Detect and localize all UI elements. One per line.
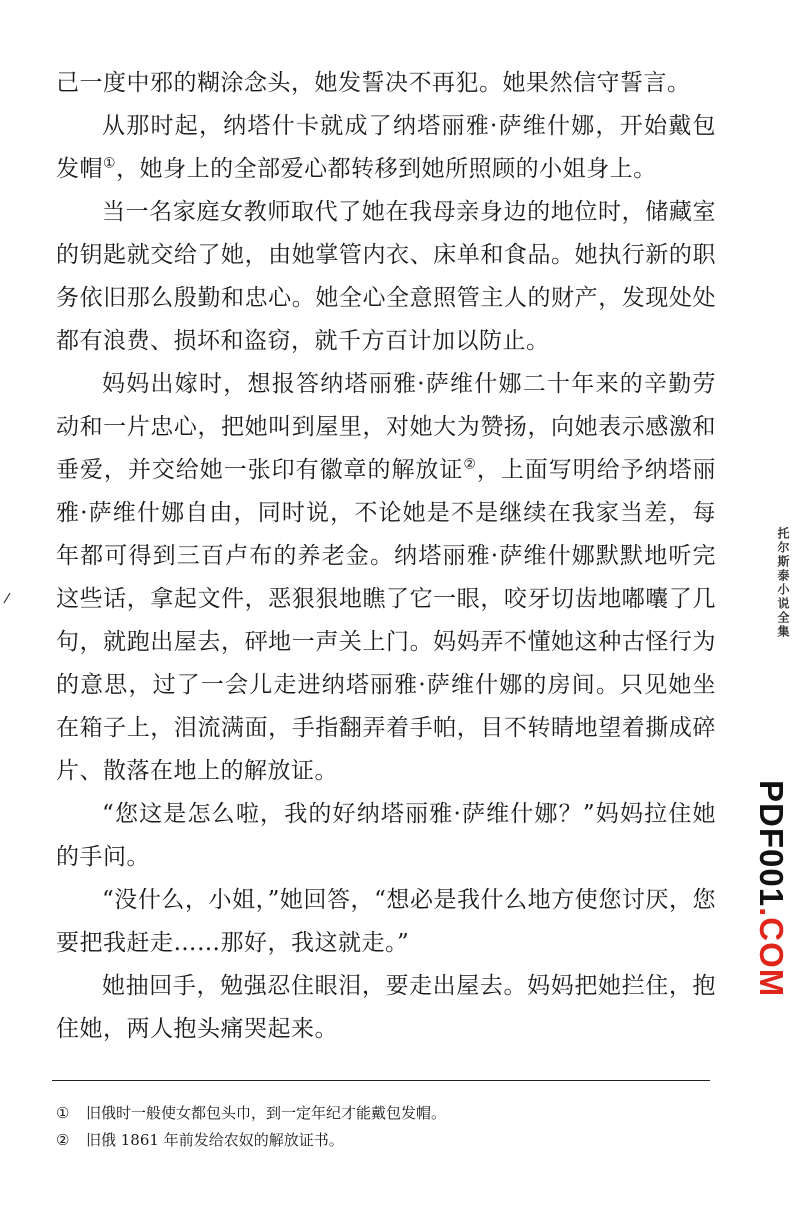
paragraph-7-text: 她抽回手，勉强忍住眼泪，要走出屋去。妈妈把她拦住，抱住她，两人抱头痛哭起来。	[56, 973, 716, 1042]
paragraph-2	[56, 105, 716, 191]
footnote-1-text: 旧俄时一般使女都包头巾，到一定年纪才能戴包发帽。	[86, 1104, 447, 1122]
paragraph-4	[56, 363, 716, 793]
paragraph-1-text: 己一度中邪的糊涂念头，她发誓决不再犯。她果然信守誓言。	[56, 70, 691, 96]
footnote-2-marker: ②	[56, 1131, 70, 1149]
footnote-divider	[52, 1080, 710, 1081]
paragraph-6	[56, 879, 716, 965]
paragraph-3-text: 当一名家庭女教师取代了她在我母亲身边的地位时，储藏室的钥匙就交给了她，由她掌管内衣、床单和食品。她执行新的职务依旧那么殷勤和忠心。她全心全意照管主人的财产，发现处处都有浪费、损坏和盗窃，就千方百计加以防止。	[56, 199, 716, 354]
watermark-part1: PDF001	[753, 780, 790, 908]
footnotes	[56, 1100, 716, 1154]
watermark	[752, 780, 790, 997]
paragraph-5-text: “您这是怎么啦，我的好纳塔丽雅·萨维什娜？”妈妈拉住她的手问。	[56, 801, 716, 870]
watermark-part2: .COM	[753, 907, 790, 998]
paragraph-2-text-before: 从那时起，纳塔什卡就成了纳塔丽雅·萨维什娜，开始戴包发帽	[56, 113, 716, 182]
paragraph-3	[56, 191, 716, 363]
paragraph-7	[56, 965, 716, 1051]
footnote-2-text: 旧俄 1861 年前发给农奴的解放证书。	[86, 1131, 344, 1149]
footnote-2	[56, 1127, 716, 1154]
paragraph-2-text-after: ，她身上的全部爱心都转移到她所照顾的小姐身上。	[116, 156, 657, 182]
series-title-vertical: 托尔斯泰小说全集	[776, 527, 790, 639]
scan-edge-mark	[2, 592, 12, 604]
paragraph-4-text-after: ，上面写明给予纳塔丽雅·萨维什娜自由，同时说，不论她是不是继续在我家当差，每年都可得到三百卢布的养老金。纳塔丽雅·萨维什娜默默地听完这些话，拿起文件，恶狠狠地瞧了它一眼，咬牙切齿地嘟囔了几句，就跑出屋去，砰地一声关上门。妈妈弄不懂她这种古怪行为的意思，过了一会儿走进纳塔丽雅·萨维什娜的房间。只见她坐在箱子上，泪流满面，手指翻弄着手帕，目不转睛地望着撕成碎片、散落在地上的解放证。	[56, 457, 717, 784]
footnote-1	[56, 1100, 716, 1127]
paragraph-6-text: “没什么，小姐，”她回答，“想必是我什么地方使您讨厌，您要把我赶走……那好，我这就走。”	[56, 887, 716, 956]
footnote-ref-2: ②	[463, 456, 477, 473]
paragraph-1	[56, 62, 716, 105]
paragraph-4-text-before: 妈妈出嫁时，想报答纳塔丽雅·萨维什娜二十年来的辛勤劳动和一片忠心，把她叫到屋里，对她大为赞扬，向她表示感激和垂爱，并交给她一张印有徽章的解放证	[56, 371, 716, 483]
paragraph-5	[56, 793, 716, 879]
body-text	[56, 62, 716, 1051]
footnote-ref-1: ①	[103, 155, 117, 172]
footnote-1-marker: ①	[56, 1104, 70, 1122]
